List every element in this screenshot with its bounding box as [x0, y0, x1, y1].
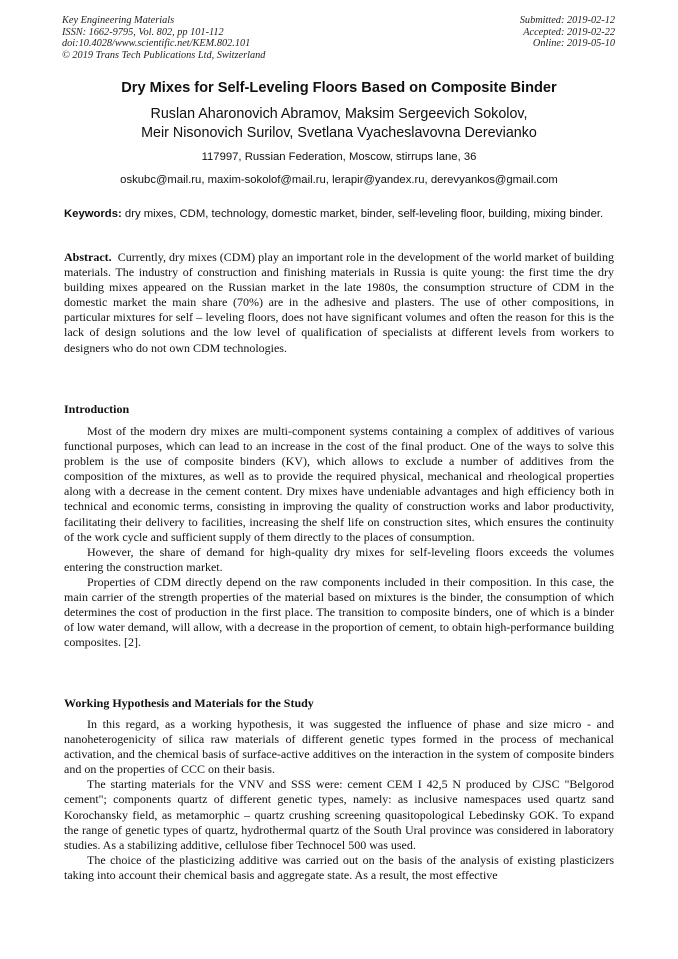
working-hypothesis-body [64, 717, 614, 883]
intro-paragraph-1: Most of the modern dry mixes are multi-component systems containing a complex of additives of various functional purposes, which can lead to an increase in the cost of the final product. One of the ways to solve this problem is the use of composite binders (KV), which allows to exclude a number of additives from the composition of the mixtures, as well as to provide the required physical, mechanical and rheological properties along with a decrease in the cement content. Dry mixes have undeniable advantages and high efficiency both in technical and economic terms, consisting in improving the quality of construction works and labor productivity, facilitating their delivery to facilities, increasing the shelf life on construction sites, which ensures the continuity of the work cycle and sufficient supply of them directly to the places of consumption. [64, 424, 614, 544]
authors-line-2: Meir Nisonovich Surilov, Svetlana Vyacheslavovna Derevianko [141, 124, 537, 141]
keywords-label: Keywords: [64, 208, 122, 220]
author-emails: oskubc@mail.ru, maxim-sokolof@mail.ru, lerapir@yandex.ru, derevyankos@gmail.com [120, 174, 558, 186]
working-hypothesis-heading: Working Hypothesis and Materials for the Study [64, 696, 314, 710]
paper-title: Dry Mixes for Self-Leveling Floors Based on Composite Binder [121, 80, 557, 96]
intro-paragraph-3: Properties of CDM directly depend on the raw components included in their composition. In this case, the main carrier of the strength properties of the material based on mixtures is the binder, the consumption of which determines the cost of production in the first place. The transition to composite binders, one of which is a binder of low water demand, will allow, with a decrease in the proportion of cement, to obtain high-performance building composites. [2]. [64, 574, 614, 650]
intro-paragraph-2: However, the share of demand for high-quality dry mixes for self-leveling floors exceeds the volumes entering the construction market. [64, 544, 614, 574]
journal-issn: ISSN: 1662-9795, Vol. 802, pp 101-112 [62, 26, 224, 38]
submitted-date: Submitted: 2019-02-12 [519, 15, 615, 26]
journal-info [62, 15, 265, 61]
journal-copyright: © 2019 Trans Tech Publications Ltd, Switzerland [62, 49, 266, 61]
submission-dates [520, 15, 615, 50]
journal-name: Key Engineering Materials [62, 15, 175, 26]
abstract-text: Currently, dry mixes (CDM) play an important role in the development of the world market of building materials. The industry of construction and finishing materials in Russia is quite young: the first time the dry building mixes appeared on the Russian market in the late 1980s, the consumption structure of CDM in the domestic market the main share (70%) are in the adhesive and plasters. The use of other compositions, in particular mixtures for self – leveling floors, does not have significant volumes and often the reason for this is the lack of design solutions and the low level of qualification of specialists at different levels from workers to designers who do not own CDM technologies. [64, 250, 615, 355]
keywords-text: dry mixes, CDM, technology, domestic market, binder, self-leveling floor, building, mixing binder. [124, 208, 604, 220]
online-date: Online: 2019-05-10 [532, 38, 615, 50]
accepted-date: Accepted: 2019-02-22 [523, 26, 615, 38]
affiliation-address: 117997, Russian Federation, Moscow, stirrups lane, 36 [201, 151, 477, 163]
authors-line-1: Ruslan Aharonovich Abramov, Maksim Sergeevich Sokolov, [150, 106, 528, 122]
journal-doi: doi:10.4028/www.scientific.net/KEM.802.101 [62, 38, 251, 50]
introduction-body [64, 424, 614, 650]
introduction-heading: Introduction [64, 402, 130, 416]
work-paragraph-2: The starting materials for the VNV and SSS were: cement CEM I 42,5 N produced by CJSC "Belgorod cement"; components quartz of different genetic types, namely: as inclusive namespaces used quartz sand Korochansky field, as metamorphic – quartz crushing screening quasitopological Lebedinsky GOK. To expand the range of genetic types of quartz, hydrothermal quartz of the South Ural province was considered in laboratory studies. As a stabilizing additive, cellulose fiber Technocel 500 was used. [64, 777, 614, 852]
abstract-block [64, 250, 614, 356]
abstract-label: Abstract. [64, 250, 112, 264]
work-paragraph-3: The choice of the plasticizing additive was carried out on the basis of the analysis of existing plasticizers taking into account their chemical basis and aggregate state. As a result, the most effective [64, 852, 614, 882]
author-list [40, 105, 638, 142]
work-paragraph-1: In this regard, as a working hypothesis, it was suggested the influence of phase and size micro - and nanoheterogenicity of silica raw materials of different genetic types formed in the process of mechanical activation, and the chemical basis of surface-active additives on the interaction in the system of composite binders and on the properties of CCC on their basis. [64, 717, 614, 777]
keywords-block [64, 207, 614, 222]
